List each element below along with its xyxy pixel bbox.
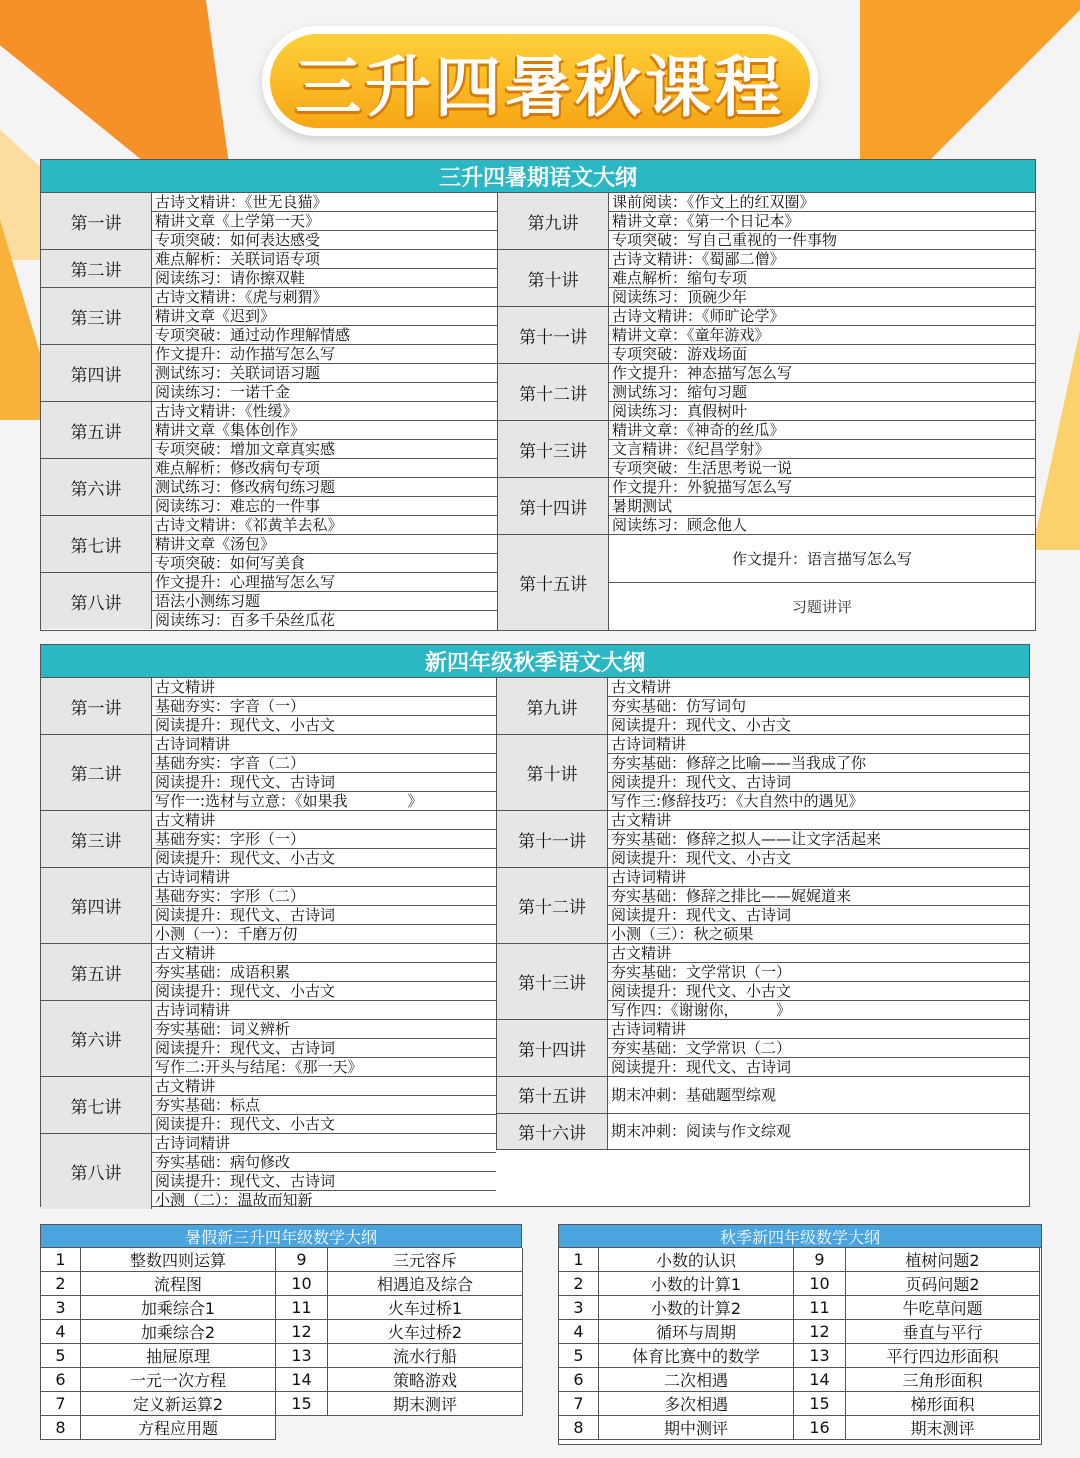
lecture-row — [41, 1134, 496, 1209]
lecture-label: 第八讲 — [41, 1134, 152, 1209]
lecture-item: 夯实基础：词义辨析 — [152, 1020, 496, 1039]
lecture-item: 基础夯实：字音（二） — [152, 754, 496, 773]
lecture-item: 阅读提升：现代文、小古文 — [155, 1115, 336, 1133]
lecture-item: 专项突破：通过动作理解情感 — [155, 326, 351, 344]
lecture-row — [41, 516, 497, 573]
topic-cell: 抽屉原理 — [81, 1344, 276, 1368]
lecture-item: 古诗文精讲：《祁黄羊去私》 — [152, 516, 497, 535]
lecture-items — [152, 811, 496, 867]
lecture-item: 难点解析：修改病句专项 — [152, 459, 497, 478]
lecture-items — [608, 1020, 1029, 1076]
lecture-item: 夯实基础：修辞之比喻——当我成了你 — [608, 754, 1029, 773]
topic-cell: 期末测评 — [328, 1392, 523, 1416]
lecture-item: 古诗词精讲 — [608, 735, 1029, 754]
row-number-cell — [276, 1416, 328, 1440]
lecture-items — [609, 478, 1035, 534]
row-number-cell: 11 — [794, 1296, 846, 1320]
lecture-items — [152, 735, 496, 810]
lecture-item: 作文提升：神态描写怎么写 — [609, 364, 1035, 383]
lecture-item: 阅读提升：现代文、小古文 — [155, 849, 336, 867]
lecture-item: 精讲文章《集体创作》 — [152, 421, 497, 440]
lecture-row — [498, 307, 1035, 364]
lecture-row — [41, 345, 497, 402]
lecture-item: 课前阅读：《作文上的红双圈》 — [609, 193, 1035, 212]
lecture-item: 古诗词精讲 — [152, 1001, 496, 1020]
lecture-row — [41, 402, 497, 459]
lecture-item: 写作三:修辞技巧：《大自然中的遇见》 — [611, 792, 864, 810]
lecture-label: 第十讲 — [497, 735, 608, 810]
row-number-cell: 3 — [41, 1296, 81, 1320]
lecture-item: 小测（一）：千磨万仞 — [155, 925, 298, 943]
lecture-items — [152, 516, 497, 572]
lecture-item: 精讲文章：《神奇的丝瓜》 — [609, 421, 1035, 440]
lecture-item: 写作四：《谢谢你， 》 — [611, 1001, 792, 1019]
lecture-items — [608, 1077, 1029, 1113]
lecture-item: 古诗文精讲：《师旷论学》 — [609, 307, 1035, 326]
lecture-items — [608, 678, 1029, 734]
lecture-row — [41, 459, 497, 516]
lecture-item: 夯实基础：成语积累 — [152, 963, 496, 982]
lecture-item: 阅读提升：现代文、古诗词 — [608, 906, 1029, 925]
lecture-items — [152, 944, 496, 1000]
row-number-cell: 13 — [794, 1344, 846, 1368]
row-number-cell: 9 — [276, 1248, 328, 1272]
lecture-item: 古文精讲 — [152, 678, 496, 697]
topic-cell: 方程应用题 — [81, 1416, 276, 1440]
row-number-cell: 3 — [559, 1296, 599, 1320]
topic-cell: 小数的认识 — [599, 1248, 794, 1272]
lecture-items — [152, 1134, 496, 1209]
lecture-item: 阅读提升：现代文、小古文 — [155, 982, 336, 1000]
lecture-item: 夯实基础：病句修改 — [152, 1153, 496, 1172]
lecture-row — [498, 535, 1035, 630]
lecture-items — [152, 573, 497, 629]
lecture-item: 作文提升：语言描写怎么写 — [609, 535, 1035, 583]
lecture-items — [609, 364, 1035, 420]
lecture-item: 专项突破：生活思考说一说 — [612, 459, 793, 477]
row-number-cell: 11 — [276, 1296, 328, 1320]
lecture-label: 第十四讲 — [498, 478, 609, 534]
topic-cell: 体育比赛中的数学 — [599, 1344, 794, 1368]
summer-math-heading: 暑假新三升四年级数学大纲 — [40, 1224, 522, 1248]
topic-cell: 期末测评 — [846, 1416, 1040, 1440]
lecture-item: 文言精讲：《纪昌学射》 — [609, 440, 1035, 459]
lecture-item: 夯实基础：修辞之拟人——让文字活起来 — [608, 830, 1029, 849]
lecture-item: 作文提升：心理描写怎么写 — [152, 573, 497, 592]
lecture-items — [152, 345, 497, 401]
lecture-item: 难点解析：缩句专项 — [609, 269, 1035, 288]
lecture-item: 专项突破：增加文章真实感 — [155, 440, 336, 458]
row-number-cell: 14 — [794, 1368, 846, 1392]
lecture-row — [498, 250, 1035, 307]
topic-cell: 二次相遇 — [599, 1368, 794, 1392]
lecture-items — [152, 193, 497, 249]
lecture-item: 专项突破：如何写美食 — [155, 554, 306, 572]
lecture-row — [497, 735, 1029, 811]
lecture-item: 期末冲刺：基础题型综观 — [611, 1085, 777, 1104]
lecture-item: 阅读练习：请你擦双鞋 — [155, 269, 306, 287]
lecture-item: 阅读提升：现代文、小古文 — [611, 849, 792, 867]
lecture-item: 古文精讲 — [608, 678, 1029, 697]
lecture-item: 基础夯实：字音（一） — [152, 697, 496, 716]
lecture-row — [41, 288, 497, 345]
lecture-item: 语法小测练习题 — [152, 592, 497, 611]
lecture-row — [41, 573, 497, 629]
lecture-item: 作文提升：动作描写怎么写 — [152, 345, 497, 364]
lecture-items — [152, 678, 496, 734]
lecture-label: 第六讲 — [41, 459, 152, 515]
lecture-items — [608, 868, 1029, 943]
lecture-items — [152, 402, 497, 458]
lecture-label: 第二讲 — [41, 735, 152, 810]
lecture-label: 第九讲 — [497, 678, 608, 734]
topic-cell: 相遇追及综合 — [328, 1272, 523, 1296]
lecture-label: 第九讲 — [498, 193, 609, 249]
autumn-math-heading: 秋季新四年级数学大纲 — [559, 1225, 1041, 1248]
lecture-row — [497, 1114, 1029, 1150]
lecture-items — [152, 288, 497, 344]
lecture-item: 古诗词精讲 — [152, 735, 496, 754]
lecture-label: 第四讲 — [41, 345, 152, 401]
topic-cell: 策略游戏 — [328, 1368, 523, 1392]
topic-cell: 整数四则运算 — [81, 1248, 276, 1272]
lecture-label: 第十讲 — [498, 250, 609, 306]
lecture-items — [152, 868, 496, 943]
row-number-cell: 12 — [794, 1320, 846, 1344]
lecture-item: 古文精讲 — [152, 944, 496, 963]
lecture-label: 第十二讲 — [498, 364, 609, 420]
lecture-items — [608, 811, 1029, 867]
lecture-item: 阅读提升：现代文、古诗词 — [608, 773, 1029, 792]
lecture-item: 精讲文章：《童年游戏》 — [609, 326, 1035, 345]
lecture-label: 第三讲 — [41, 288, 152, 344]
lecture-item: 古文精讲 — [608, 944, 1029, 963]
lecture-items — [609, 307, 1035, 363]
lecture-row — [498, 478, 1035, 535]
lecture-item: 阅读提升：现代文、古诗词 — [152, 906, 496, 925]
lecture-label: 第七讲 — [41, 516, 152, 572]
lecture-row — [41, 193, 497, 250]
topic-cell — [328, 1416, 523, 1440]
lecture-row — [41, 1001, 496, 1077]
lecture-item: 古文精讲 — [608, 811, 1029, 830]
lecture-row — [497, 678, 1029, 735]
lecture-item: 夯实基础：修辞之排比——娓娓道来 — [608, 887, 1029, 906]
lecture-item: 阅读练习：一诺千金 — [155, 383, 291, 401]
lecture-label: 第十六讲 — [497, 1114, 608, 1150]
lecture-row — [41, 250, 497, 288]
autumn-math-outline — [558, 1224, 1042, 1445]
lecture-item: 精讲文章《迟到》 — [152, 307, 497, 326]
topic-cell: 定义新运算2 — [81, 1392, 276, 1416]
topic-cell: 期中测评 — [599, 1416, 794, 1440]
topic-cell: 三角形面积 — [846, 1368, 1040, 1392]
lecture-item: 古诗词精讲 — [152, 1134, 496, 1153]
lecture-items — [152, 1077, 496, 1133]
lecture-item: 专项突破：游戏场面 — [612, 345, 748, 363]
row-number-cell: 4 — [559, 1320, 599, 1344]
row-number-cell: 16 — [794, 1416, 846, 1440]
lecture-item: 小测（二）：温故而知新 — [155, 1191, 313, 1209]
row-number-cell: 12 — [276, 1320, 328, 1344]
lecture-label: 第十一讲 — [497, 811, 608, 867]
lecture-item: 古文精讲 — [152, 811, 496, 830]
lecture-item: 阅读提升：现代文、小古文 — [155, 716, 336, 734]
lecture-label: 第一讲 — [41, 678, 152, 734]
lecture-item: 精讲文章《上学第一天》 — [152, 212, 497, 231]
lecture-item: 暑期测试 — [609, 497, 1035, 516]
lecture-item: 阅读练习：顾念他人 — [612, 516, 748, 534]
topic-cell: 小数的计算1 — [599, 1272, 794, 1296]
lecture-label: 第五讲 — [41, 402, 152, 458]
lecture-items — [152, 250, 497, 287]
lecture-label: 第十三讲 — [498, 421, 609, 477]
row-number-cell: 15 — [276, 1392, 328, 1416]
lecture-item: 夯实基础：文学常识（一） — [608, 963, 1029, 982]
lecture-items — [608, 944, 1029, 1019]
row-number-cell: 10 — [794, 1272, 846, 1296]
topic-cell: 加乘综合1 — [81, 1296, 276, 1320]
lecture-item: 精讲文章：《第一个日记本》 — [609, 212, 1035, 231]
lecture-item: 习题讲评 — [791, 597, 852, 616]
topic-cell: 页码问题2 — [846, 1272, 1040, 1296]
row-number-cell: 6 — [559, 1368, 599, 1392]
title-banner — [262, 26, 818, 136]
topic-cell: 流程图 — [81, 1272, 276, 1296]
row-number-cell: 15 — [794, 1392, 846, 1416]
lecture-item: 古诗文精讲：《性缓》 — [152, 402, 497, 421]
row-number-cell: 4 — [41, 1320, 81, 1344]
lecture-items — [609, 193, 1035, 249]
lecture-row — [497, 1020, 1029, 1077]
lecture-label: 第十五讲 — [498, 535, 609, 630]
lecture-item: 阅读提升：现代文、古诗词 — [152, 1172, 496, 1191]
topic-cell: 多次相遇 — [599, 1392, 794, 1416]
lecture-item: 难点解析：关联词语专项 — [152, 250, 497, 269]
lecture-label: 第十一讲 — [498, 307, 609, 363]
topic-cell: 加乘综合2 — [81, 1320, 276, 1344]
lecture-row — [41, 944, 496, 1001]
lecture-label: 第七讲 — [41, 1077, 152, 1133]
lecture-item: 阅读提升：现代文、古诗词 — [611, 1058, 792, 1076]
row-number-cell: 1 — [559, 1248, 599, 1272]
row-number-cell: 8 — [41, 1416, 81, 1440]
lecture-item: 测试练习：关联词语习题 — [152, 364, 497, 383]
row-number-cell: 14 — [276, 1368, 328, 1392]
row-number-cell: 5 — [41, 1344, 81, 1368]
lecture-item: 古文精讲 — [152, 1077, 496, 1096]
row-number-cell: 8 — [559, 1416, 599, 1440]
lecture-item: 阅读练习：难忘的一件事 — [155, 497, 321, 515]
lecture-item: 古诗文精讲：《世无良猫》 — [152, 193, 497, 212]
topic-cell: 一元一次方程 — [81, 1368, 276, 1392]
lecture-item: 古诗词精讲 — [608, 1020, 1029, 1039]
topic-cell: 垂直与平行 — [846, 1320, 1040, 1344]
row-number-cell: 13 — [276, 1344, 328, 1368]
topic-cell: 梯形面积 — [846, 1392, 1040, 1416]
lecture-item: 写作二:开头与结尾：《那一天》 — [155, 1058, 363, 1076]
lecture-label: 第五讲 — [41, 944, 152, 1000]
lecture-items — [609, 535, 1035, 630]
lecture-row — [41, 1077, 496, 1134]
row-number-cell: 7 — [41, 1392, 81, 1416]
lecture-item: 古诗词精讲 — [608, 868, 1029, 887]
lecture-row — [41, 735, 496, 811]
lecture-row — [41, 868, 496, 944]
topic-cell: 火车过桥2 — [328, 1320, 523, 1344]
lecture-item: 古诗文精讲：《蜀鄙二僧》 — [609, 250, 1035, 269]
lecture-item: 作文提升：外貌描写怎么写 — [609, 478, 1035, 497]
lecture-item: 专项突破：如何表达感受 — [155, 231, 321, 249]
yellow-triangle-decoration — [1032, 330, 1080, 550]
lecture-row — [497, 811, 1029, 868]
topic-cell: 牛吃草问题 — [846, 1296, 1040, 1320]
lecture-item: 期末冲刺：阅读与作文综观 — [611, 1122, 792, 1141]
lecture-items — [152, 1001, 496, 1076]
row-number-cell: 6 — [41, 1368, 81, 1392]
row-number-cell: 9 — [794, 1248, 846, 1272]
row-number-cell: 1 — [41, 1248, 81, 1272]
lecture-label: 第二讲 — [41, 250, 152, 287]
lecture-label: 第一讲 — [41, 193, 152, 249]
summer-chinese-outline — [40, 159, 1036, 631]
lecture-row — [498, 421, 1035, 478]
lecture-label: 第八讲 — [41, 573, 152, 629]
lecture-item: 基础夯实：字形（一） — [152, 830, 496, 849]
lecture-item: 阅读提升：现代文、古诗词 — [152, 773, 496, 792]
lecture-label: 第十二讲 — [497, 868, 608, 943]
lecture-items — [609, 250, 1035, 306]
lecture-item: 阅读提升：现代文、小古文 — [608, 982, 1029, 1001]
lecture-row — [498, 193, 1035, 250]
topic-cell: 平行四边形面积 — [846, 1344, 1040, 1368]
lecture-items — [608, 1114, 1029, 1150]
row-number-cell: 2 — [41, 1272, 81, 1296]
summer-chinese-heading: 三升四暑期语文大纲 — [41, 160, 1035, 193]
lecture-item: 夯实基础：标点 — [152, 1096, 496, 1115]
row-number-cell: 10 — [276, 1272, 328, 1296]
lecture-item: 测试练习：缩句习题 — [609, 383, 1035, 402]
lecture-items — [608, 735, 1029, 810]
lecture-label: 第六讲 — [41, 1001, 152, 1076]
lecture-item: 小测（三）：秋之硕果 — [611, 925, 754, 943]
lecture-item: 阅读练习：顶碗少年 — [612, 288, 748, 306]
lecture-label: 第四讲 — [41, 868, 152, 943]
lecture-item: 阅读练习：真假树叶 — [612, 402, 748, 420]
topic-cell: 小数的计算2 — [599, 1296, 794, 1320]
page-title: 三升四暑秋课程 — [295, 48, 785, 126]
autumn-chinese-heading: 新四年级秋季语文大纲 — [41, 645, 1029, 678]
summer-math-outline — [40, 1224, 522, 1443]
lecture-item: 写作一:选材与立意：《如果我 》 — [155, 792, 423, 810]
lecture-row — [41, 811, 496, 868]
lecture-item: 阅读练习：百多千朵丝瓜花 — [155, 611, 336, 629]
lecture-items — [609, 421, 1035, 477]
lecture-row — [498, 364, 1035, 421]
lecture-item: 古诗词精讲 — [152, 868, 496, 887]
lecture-item: 古诗文精讲：《虎与刺猬》 — [152, 288, 497, 307]
lecture-item: 夯实基础：仿写词句 — [608, 697, 1029, 716]
topic-cell: 循环与周期 — [599, 1320, 794, 1344]
lecture-item: 精讲文章《汤包》 — [152, 535, 497, 554]
lecture-item: 基础夯实：字形（二） — [152, 887, 496, 906]
lecture-item: 阅读提升：现代文、小古文 — [611, 716, 792, 734]
lecture-item: 专项突破：写自己重视的一件事物 — [612, 231, 838, 249]
lecture-label: 第十三讲 — [497, 944, 608, 1019]
topic-cell: 流水行船 — [328, 1344, 523, 1368]
lecture-row — [497, 944, 1029, 1020]
lecture-item: 阅读提升：现代文、古诗词 — [152, 1039, 496, 1058]
lecture-row — [497, 868, 1029, 944]
topic-cell: 火车过桥1 — [328, 1296, 523, 1320]
lecture-item: 测试练习：修改病句练习题 — [152, 478, 497, 497]
autumn-chinese-outline — [40, 644, 1030, 1207]
topic-cell: 三元容斥 — [328, 1248, 523, 1272]
lecture-items — [152, 459, 497, 515]
lecture-row — [497, 1077, 1029, 1114]
lecture-item: 夯实基础：文学常识（二） — [608, 1039, 1029, 1058]
row-number-cell: 5 — [559, 1344, 599, 1368]
lecture-label: 第三讲 — [41, 811, 152, 867]
lecture-label: 第十四讲 — [497, 1020, 608, 1076]
row-number-cell: 7 — [559, 1392, 599, 1416]
row-number-cell: 2 — [559, 1272, 599, 1296]
topic-cell: 植树问题2 — [846, 1248, 1040, 1272]
lecture-row — [41, 678, 496, 735]
lecture-label: 第十五讲 — [497, 1077, 608, 1113]
